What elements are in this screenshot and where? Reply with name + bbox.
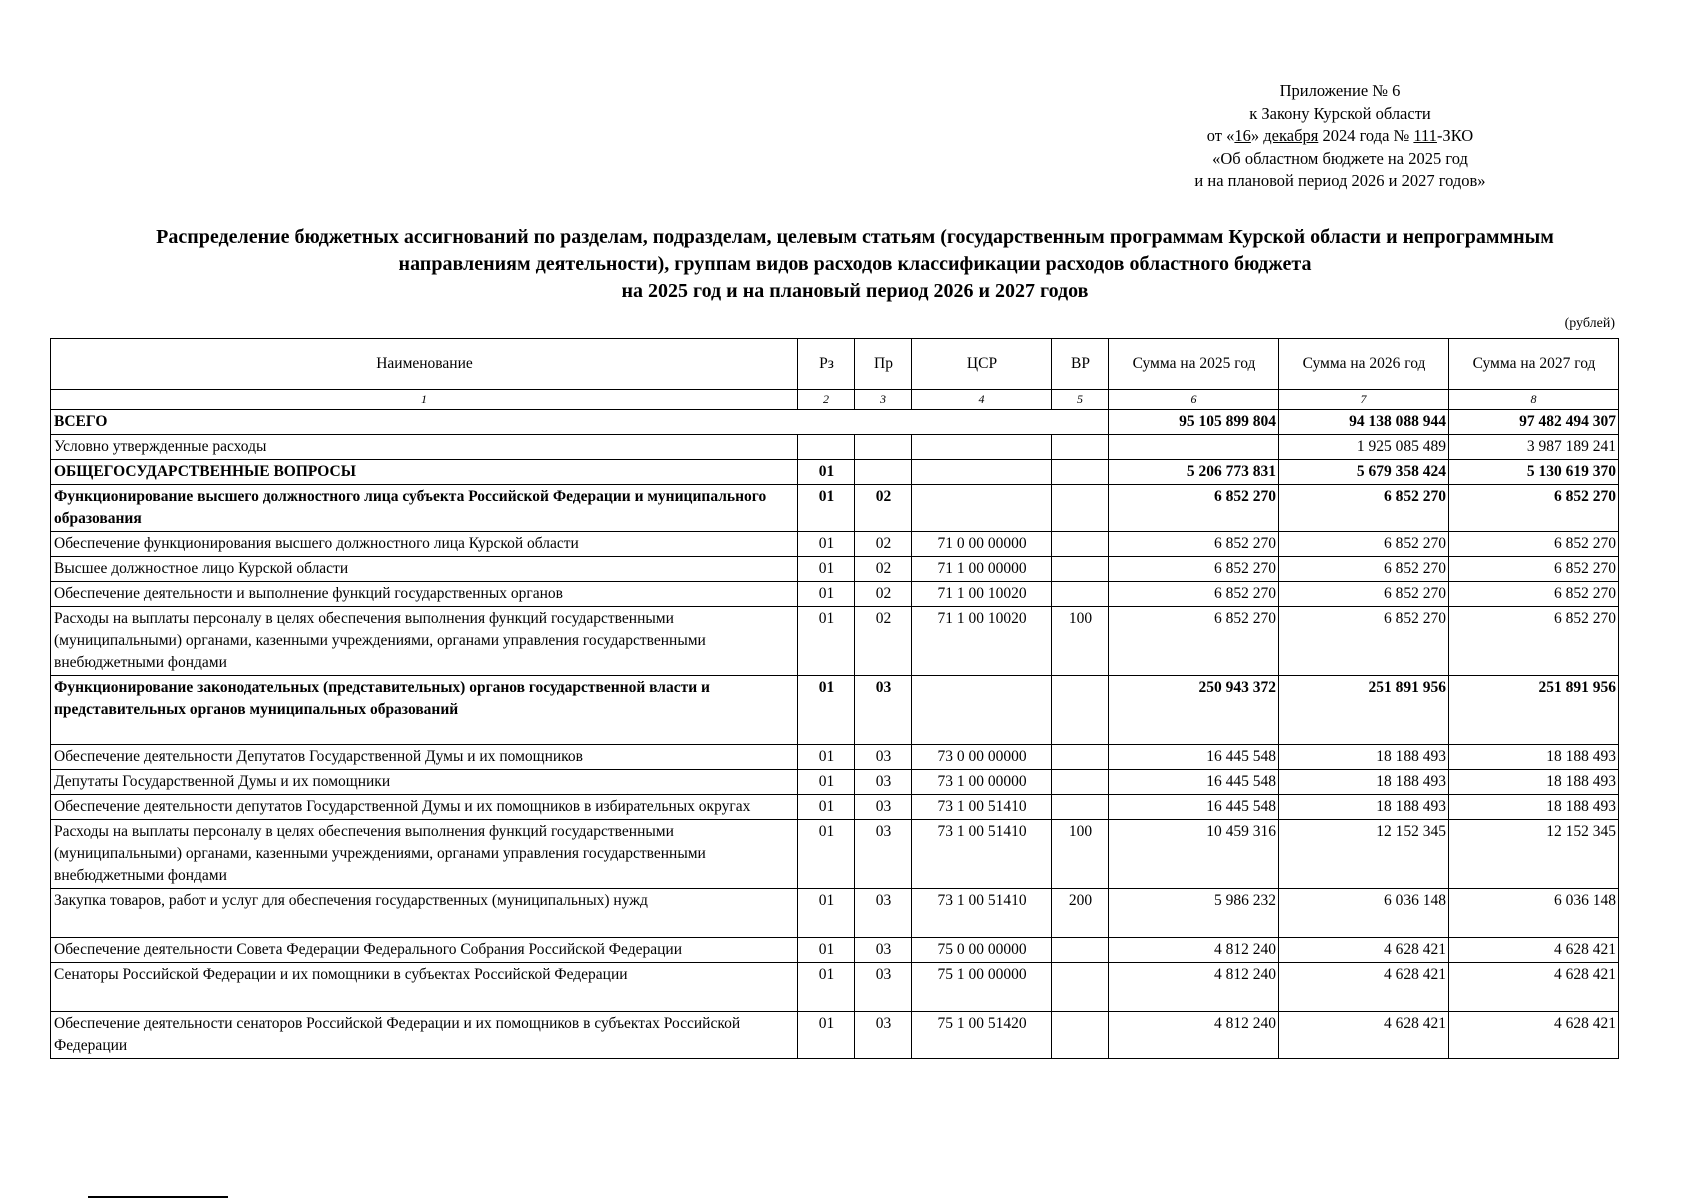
row-sum-2025: 5 986 232 (1109, 889, 1279, 938)
row-csr: 75 0 00 00000 (912, 938, 1052, 963)
empty-cell (1052, 435, 1109, 460)
row-name: Сенаторы Российской Федерации и их помощники в субъектах Российской Федерации (51, 963, 798, 1012)
total-sum-2027: 97 482 494 307 (1449, 410, 1619, 435)
row-name: Функционирование высшего должностного лица субъекта Российской Федерации и муниципального образования (51, 485, 798, 532)
row-sum-2027: 18 188 493 (1449, 795, 1619, 820)
row-csr (912, 676, 1052, 745)
row-sum-2027: 18 188 493 (1449, 745, 1619, 770)
row-name: Высшее должностное лицо Курской области (51, 557, 798, 582)
row-vr (1052, 485, 1109, 532)
row-sum-2027: 18 188 493 (1449, 770, 1619, 795)
row-sum-2025: 10 459 316 (1109, 820, 1279, 889)
row-name: Обеспечение деятельности депутатов Государственной Думы и их помощников в избирательных округах (51, 795, 798, 820)
table-row (51, 770, 1619, 795)
row-vr (1052, 1012, 1109, 1059)
row-sum-2027: 251 891 956 (1449, 676, 1619, 745)
row-vr (1052, 557, 1109, 582)
header-rz: Рз (798, 339, 855, 390)
row-sum-2026: 4 628 421 (1279, 963, 1449, 1012)
row-pr: 02 (855, 485, 912, 532)
col-number: 4 (912, 390, 1052, 410)
row-csr: 73 0 00 00000 (912, 745, 1052, 770)
row-name: Расходы на выплаты персоналу в целях обеспечения выполнения функций государственными (муниципальными) органами, казенными учреждениями, органами управления государственными внебюджетными фондами (51, 607, 798, 676)
row-name: Обеспечение деятельности сенаторов Российской Федерации и их помощников в субъектах Российской Федерации (51, 1012, 798, 1059)
row-sum-2027: 6 852 270 (1449, 582, 1619, 607)
row-csr: 73 1 00 51410 (912, 820, 1052, 889)
row-sum-2025: 6 852 270 (1109, 532, 1279, 557)
row-rz: 01 (798, 820, 855, 889)
row-name: Функционирование законодательных (представительных) органов государственной власти и представительных органов муниципальных образований (51, 676, 798, 745)
row-pr: 03 (855, 745, 912, 770)
col-number: 5 (1052, 390, 1109, 410)
row-csr: 73 1 00 51410 (912, 889, 1052, 938)
row-sum-2025: 16 445 548 (1109, 745, 1279, 770)
row-rz: 01 (798, 557, 855, 582)
total-row (51, 410, 1619, 435)
row-sum-2027: 4 628 421 (1449, 938, 1619, 963)
row-sum-2027: 6 852 270 (1449, 532, 1619, 557)
table-row (51, 485, 1619, 532)
row-rz: 01 (798, 795, 855, 820)
row-rz: 01 (798, 607, 855, 676)
col-number: 3 (855, 390, 912, 410)
row-sum-2027: 12 152 345 (1449, 820, 1619, 889)
row-sum-2026: 18 188 493 (1279, 745, 1449, 770)
row-sum-2026: 18 188 493 (1279, 795, 1449, 820)
row-rz: 01 (798, 889, 855, 938)
row-vr: 100 (1052, 820, 1109, 889)
row-sum-2027: 6 852 270 (1449, 485, 1619, 532)
total-sum-2025: 95 105 899 804 (1109, 410, 1279, 435)
annex-line-2: к Закону Курской области (1249, 103, 1431, 123)
row-rz: 01 (798, 745, 855, 770)
annex-line-4: «Об областном бюджете на 2025 год (1212, 148, 1468, 168)
row-pr: 02 (855, 607, 912, 676)
table-row (51, 745, 1619, 770)
column-number-row (51, 390, 1619, 410)
row-csr: 71 1 00 10020 (912, 607, 1052, 676)
row-vr (1052, 795, 1109, 820)
row-rz: 01 (798, 532, 855, 557)
row-pr: 03 (855, 938, 912, 963)
budget-table (50, 338, 1619, 1059)
row-name: Обеспечение функционирования высшего должностного лица Курской области (51, 532, 798, 557)
header-row (51, 339, 1619, 390)
annex-date-mid2: 2024 года № (1318, 126, 1414, 145)
row-sum-2025: 6 852 270 (1109, 582, 1279, 607)
annex-date-suffix: -ЗКО (1436, 126, 1474, 145)
row-name: Расходы на выплаты персоналу в целях обеспечения выполнения функций государственными (муниципальными) органами, казенными учреждениями, органами управления государственными внебюджетными фондами (51, 820, 798, 889)
row-pr: 03 (855, 963, 912, 1012)
row-sum-2026: 6 036 148 (1279, 889, 1449, 938)
annex-line-1: Приложение № 6 (1279, 81, 1401, 100)
total-label: ВСЕГО (51, 410, 1109, 435)
row-sum-2026: 6 852 270 (1279, 607, 1449, 676)
row-sum-2027: 6 852 270 (1449, 557, 1619, 582)
header-sum-2026: Сумма на 2026 год (1279, 339, 1449, 390)
header-sum-2027: Сумма на 2027 год (1449, 339, 1619, 390)
table-row (51, 1012, 1619, 1059)
conditional-sum-2026: 1 925 085 489 (1279, 435, 1449, 460)
header-pr: Пр (855, 339, 912, 390)
row-sum-2025: 250 943 372 (1109, 676, 1279, 745)
empty-cell (912, 435, 1052, 460)
row-vr (1052, 745, 1109, 770)
title-line-1: Распределение бюджетных ассигнований по разделам, подразделам, целевым статьям (государственным программам Курской области и непрограммным (156, 226, 1554, 248)
annex-day: 16 (1234, 126, 1251, 145)
row-csr: 75 1 00 00000 (912, 963, 1052, 1012)
row-csr: 73 1 00 51410 (912, 795, 1052, 820)
row-rz: 01 (798, 676, 855, 745)
row-sum-2027: 6 852 270 (1449, 607, 1619, 676)
row-name: ОБЩЕГОСУДАРСТВЕННЫЕ ВОПРОСЫ (51, 460, 798, 485)
row-pr (855, 460, 912, 485)
row-csr: 71 1 00 00000 (912, 557, 1052, 582)
row-sum-2025: 6 852 270 (1109, 607, 1279, 676)
annex-date-prefix: от « (1206, 126, 1235, 145)
row-csr (912, 485, 1052, 532)
row-csr: 71 0 00 00000 (912, 532, 1052, 557)
row-sum-2027: 4 628 421 (1449, 963, 1619, 1012)
col-number: 6 (1109, 390, 1279, 410)
row-sum-2025: 16 445 548 (1109, 795, 1279, 820)
row-rz: 01 (798, 770, 855, 795)
title-line-2: направлениям деятельности), группам видов расходов классификации расходов областного бюджета (398, 253, 1312, 275)
row-name: Обеспечение деятельности Депутатов Государственной Думы и их помощников (51, 745, 798, 770)
row-sum-2025: 4 812 240 (1109, 963, 1279, 1012)
table-row (51, 889, 1619, 938)
row-sum-2025: 5 206 773 831 (1109, 460, 1279, 485)
row-sum-2027: 6 036 148 (1449, 889, 1619, 938)
row-pr: 03 (855, 889, 912, 938)
row-sum-2027: 5 130 619 370 (1449, 460, 1619, 485)
row-sum-2025: 6 852 270 (1109, 485, 1279, 532)
row-vr (1052, 938, 1109, 963)
row-sum-2025: 4 812 240 (1109, 938, 1279, 963)
row-sum-2025: 4 812 240 (1109, 1012, 1279, 1059)
row-rz: 01 (798, 938, 855, 963)
conditional-sum-2027: 3 987 189 241 (1449, 435, 1619, 460)
annex-number: 111 (1413, 126, 1437, 145)
row-name: Депутаты Государственной Думы и их помощники (51, 770, 798, 795)
conditional-sum-2025 (1109, 435, 1279, 460)
table-row (51, 460, 1619, 485)
row-sum-2026: 18 188 493 (1279, 770, 1449, 795)
row-sum-2026: 12 152 345 (1279, 820, 1449, 889)
row-vr (1052, 460, 1109, 485)
row-sum-2027: 4 628 421 (1449, 1012, 1619, 1059)
row-csr: 73 1 00 00000 (912, 770, 1052, 795)
row-rz: 01 (798, 582, 855, 607)
table-row (51, 676, 1619, 745)
table-row (51, 582, 1619, 607)
row-sum-2026: 4 628 421 (1279, 938, 1449, 963)
table-row (51, 607, 1619, 676)
header-csr: ЦСР (912, 339, 1052, 390)
row-name: Закупка товаров, работ и услуг для обеспечения государственных (муниципальных) нужд (51, 889, 798, 938)
table-row (51, 557, 1619, 582)
row-sum-2026: 4 628 421 (1279, 1012, 1449, 1059)
row-name: Обеспечение деятельности и выполнение функций государственных органов (51, 582, 798, 607)
row-pr: 02 (855, 557, 912, 582)
table-row (51, 532, 1619, 557)
row-pr: 03 (855, 1012, 912, 1059)
row-rz: 01 (798, 485, 855, 532)
conditional-row (51, 435, 1619, 460)
total-sum-2026: 94 138 088 944 (1279, 410, 1449, 435)
row-vr: 100 (1052, 607, 1109, 676)
table-row (51, 963, 1619, 1012)
document-title (40, 224, 1670, 305)
row-pr: 03 (855, 820, 912, 889)
col-number: 1 (51, 390, 798, 410)
row-vr: 200 (1052, 889, 1109, 938)
row-sum-2026: 6 852 270 (1279, 582, 1449, 607)
row-pr: 02 (855, 532, 912, 557)
row-sum-2026: 6 852 270 (1279, 532, 1449, 557)
row-rz: 01 (798, 460, 855, 485)
row-name: Обеспечение деятельности Совета Федерации Федерального Собрания Российской Федерации (51, 938, 798, 963)
row-sum-2025: 6 852 270 (1109, 557, 1279, 582)
row-sum-2026: 5 679 358 424 (1279, 460, 1449, 485)
row-sum-2025: 16 445 548 (1109, 770, 1279, 795)
row-sum-2026: 251 891 956 (1279, 676, 1449, 745)
conditional-label: Условно утвержденные расходы (51, 435, 798, 460)
table-row (51, 938, 1619, 963)
empty-cell (798, 435, 855, 460)
header-sum-2025: Сумма на 2025 год (1109, 339, 1279, 390)
row-pr: 03 (855, 770, 912, 795)
row-pr: 02 (855, 582, 912, 607)
row-vr (1052, 532, 1109, 557)
col-number: 8 (1449, 390, 1619, 410)
table-row (51, 820, 1619, 889)
row-pr: 03 (855, 676, 912, 745)
row-vr (1052, 963, 1109, 1012)
table-row (51, 795, 1619, 820)
row-rz: 01 (798, 1012, 855, 1059)
row-vr (1052, 676, 1109, 745)
col-number: 7 (1279, 390, 1449, 410)
row-csr: 71 1 00 10020 (912, 582, 1052, 607)
annex-block (1130, 80, 1550, 193)
row-rz: 01 (798, 963, 855, 1012)
annex-line-5: и на плановой период 2026 и 2027 годов» (1194, 171, 1486, 190)
annex-date-mid1: » (1250, 126, 1264, 145)
row-csr: 75 1 00 51420 (912, 1012, 1052, 1059)
units-label: (рублей) (1564, 316, 1615, 331)
annex-date-line (1130, 125, 1550, 148)
footer-rule (88, 1196, 228, 1198)
header-vr: ВР (1052, 339, 1109, 390)
row-vr (1052, 582, 1109, 607)
row-csr (912, 460, 1052, 485)
empty-cell (855, 435, 912, 460)
row-sum-2026: 6 852 270 (1279, 557, 1449, 582)
col-number: 2 (798, 390, 855, 410)
row-pr: 03 (855, 795, 912, 820)
row-vr (1052, 770, 1109, 795)
header-name: Наименование (51, 339, 798, 390)
row-sum-2026: 6 852 270 (1279, 485, 1449, 532)
annex-month: декабря (1263, 126, 1319, 145)
title-line-3: на 2025 год и на плановый период 2026 и 2027 годов (621, 280, 1089, 302)
